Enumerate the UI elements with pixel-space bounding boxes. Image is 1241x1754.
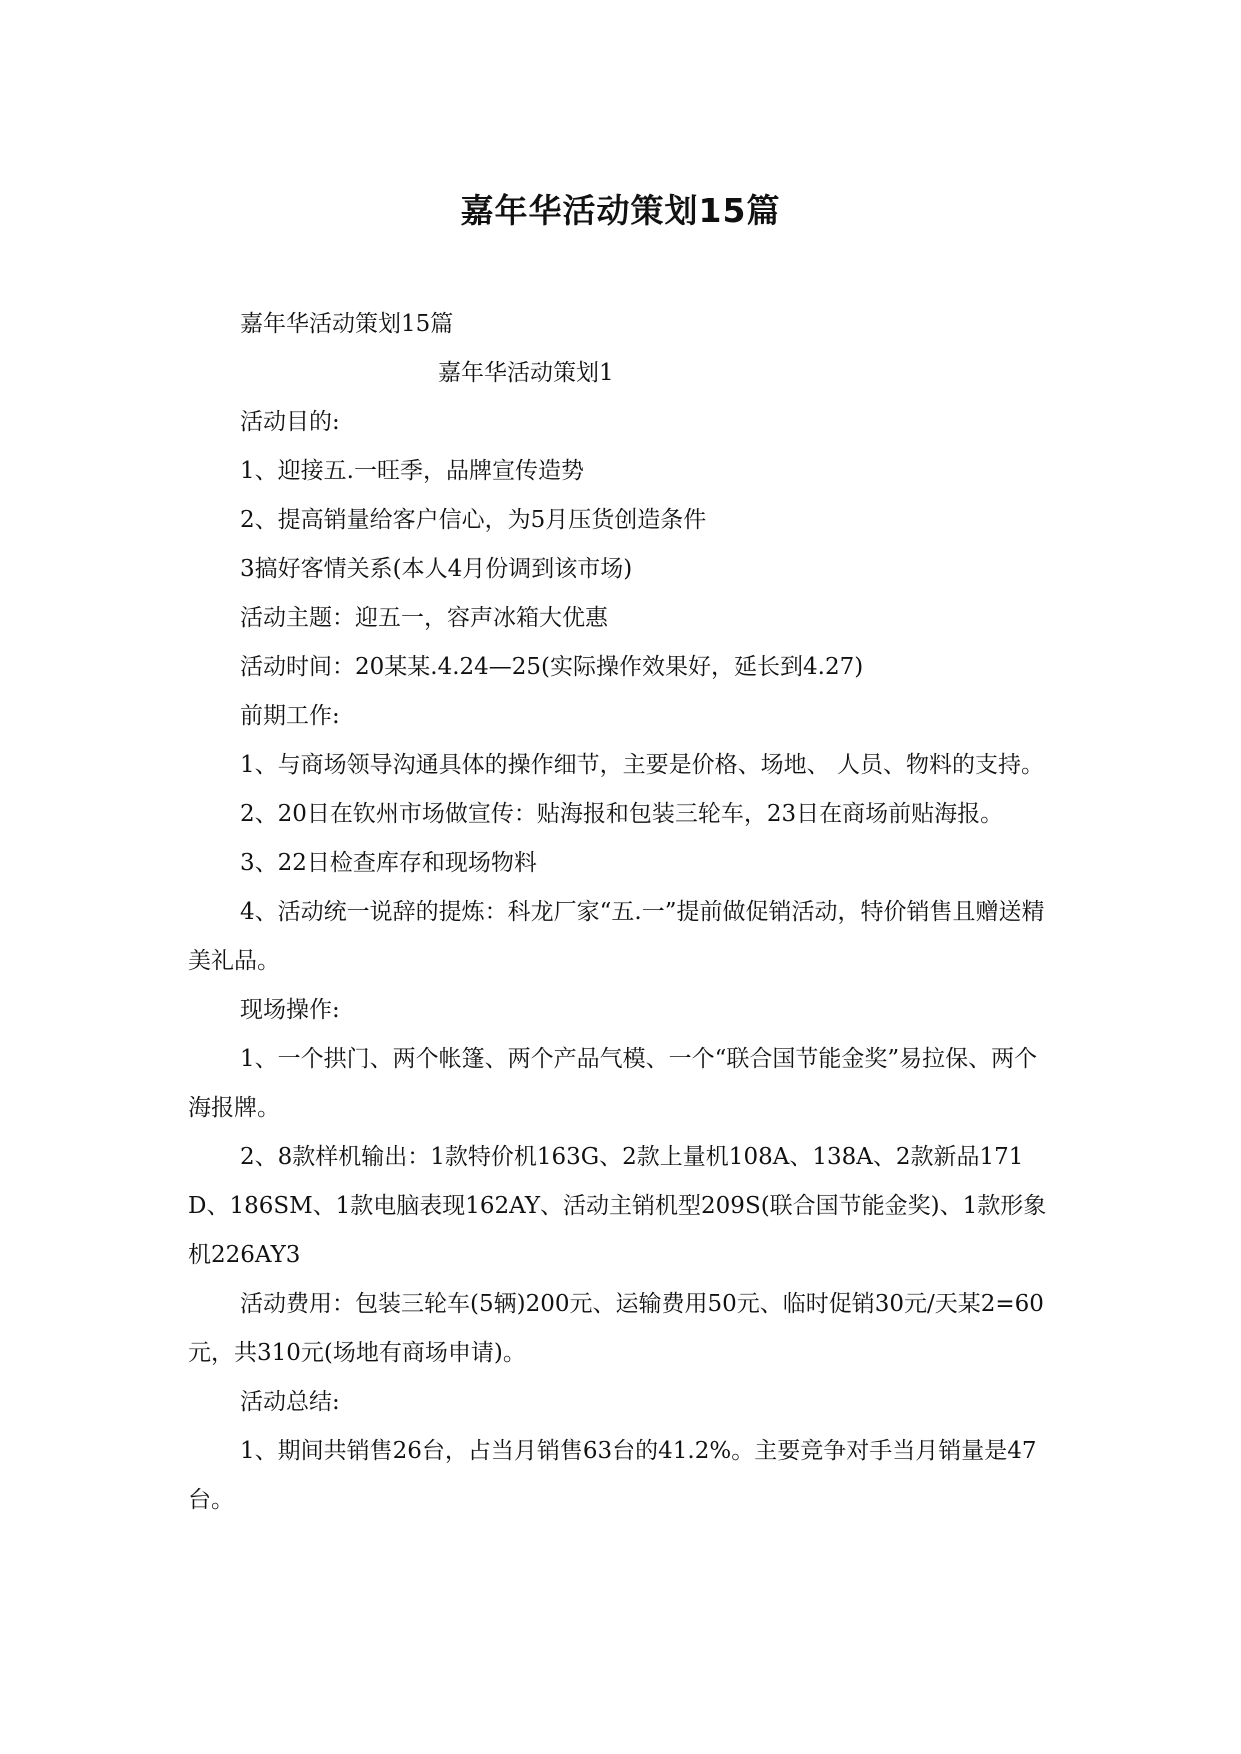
paragraph: 2、提高销量给客户信心，为5月压货创造条件	[240, 507, 707, 533]
paragraph: 1、与商场领导沟通具体的操作细节，主要是价格、场地、 人员、物料的支持。	[240, 752, 1044, 778]
paragraph: 4、活动统一说辞的提炼：科龙厂家“五.一”提前做促销活动，特价销售且赠送精美礼品。	[188, 899, 1045, 974]
paragraph: 2、20日在钦州市场做宣传：贴海报和包装三轮车，23日在商场前贴海报。	[240, 801, 1004, 827]
paragraph: 1、一个拱门、两个帐篷、两个产品气模、一个“联合国节能金奖”易拉保、两个海报牌。	[188, 1046, 1038, 1121]
paragraph: 3、22日检查库存和现场物料	[240, 850, 537, 876]
document-body	[188, 300, 1048, 1525]
paragraph: 1、期间共销售26台，占当月销售63台的41.2%。主要竞争对手当月销量是47台。	[188, 1438, 1037, 1513]
document-title: 嘉年华活动策划15篇	[460, 191, 781, 230]
paragraph: 活动费用：包装三轮车(5辆)200元、运输费用50元、临时促销30元/天某2=60元，共310元(场地有商场申请)。	[188, 1291, 1044, 1366]
paragraph: 3搞好客情关系(本人4月份调到该市场)	[240, 556, 633, 582]
paragraph: 2、8款样机输出：1款特价机163G、2款上量机108A、138A、2款新品171D、186SM、1款电脑表现162AY、活动主销机型209S(联合国节能金奖)、1款形象机226AY3	[188, 1144, 1047, 1268]
paragraph: 1、迎接五.一旺季，品牌宣传造势	[240, 458, 584, 484]
section-heading: 嘉年华活动策划1	[438, 360, 614, 386]
paragraph: 现场操作:	[240, 997, 340, 1023]
paragraph: 活动时间：20某某.4.24—25(实际操作效果好，延长到4.27)	[240, 654, 864, 680]
paragraph: 活动总结:	[240, 1389, 340, 1415]
paragraph: 活动主题：迎五一，容声冰箱大优惠	[240, 605, 608, 631]
paragraph: 前期工作:	[240, 703, 340, 729]
paragraph: 活动目的:	[240, 409, 340, 435]
paragraph-intro: 嘉年华活动策划15篇	[240, 311, 454, 337]
